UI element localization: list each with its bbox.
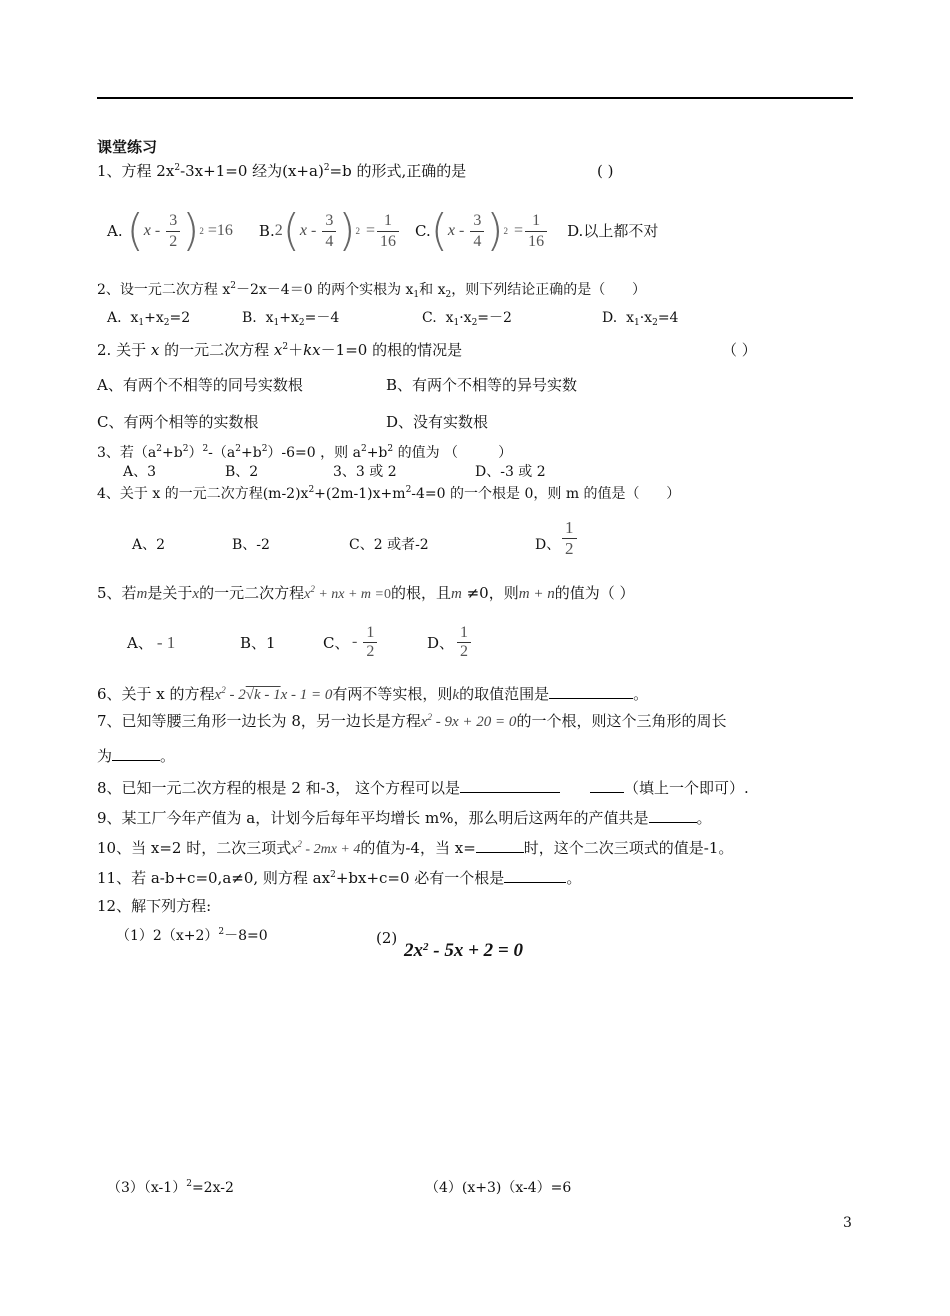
q2b-option-a: A、有两个不相等的同号实数根: [97, 376, 303, 394]
q10-stem: 10、当 x=2 时，二次三项式$x^2 - 2mx + 4$的值为-4，当 x= 时，这个二次三项式的值是-1。: [97, 839, 734, 857]
q12-part3: $(3)(x-1)^2=2x-2$: [107, 1179, 234, 1196]
q2b-option-c: C、有两个相等的实数根: [97, 413, 259, 431]
q1-option-c-label: C.: [415, 222, 431, 240]
q4-option-a: A、2: [132, 537, 166, 553]
q1-option-a-label: A.: [107, 222, 123, 240]
q8-blank-2[interactable]: [590, 778, 624, 793]
q2-option-a: A. $x_1+x_2=2$: [107, 310, 191, 328]
header-rule: [97, 97, 853, 99]
q5-stem: 5、若m是关于x的一元二次方程$x^2$ + nx + m =0的根，且m ≠0，则m + n的值为（ ）: [97, 584, 635, 602]
q2-stem: 2、设一元二次方程 $x^2-2x-4=0$ 的两个实根为 $x_1$和 $x_2$，则下列结论正确的是（ ）: [97, 281, 646, 300]
q2b-option-b: B、有两个不相等的异号实数: [386, 376, 578, 394]
q4-option-c: C、2 或者-2: [349, 537, 429, 553]
q4-option-b: B、-2: [232, 537, 270, 553]
q8-stem: 8、已知一元二次方程的根是 2 和-3， 这个方程可以是 （填上一个即可）.: [97, 779, 749, 797]
q7-line2: 为 。: [97, 747, 176, 765]
q4-stem: 4、关于 x 的一元二次方程$(m-2)x^2+(2m-1)x+m^2-4=0$ 的一个根是 0，则 m 的值是（ ）: [97, 485, 681, 502]
q3-option-c: 3、3 或 2: [333, 464, 397, 480]
q5-option-b: B、1: [240, 634, 276, 652]
q12-part4: （4）(x+3)（x-4）=6: [425, 1180, 572, 1196]
q3-option-b: B、2: [225, 464, 259, 480]
q5-option-d-fraction: $\frac{1}{2}$: [455, 624, 473, 661]
q5-option-d: D、: [427, 634, 455, 652]
q7-stem: 7、已知等腰三角形一边长为 8，另一边长是方程$x^2 - 9x + 20 = 0$的一个根，则这个三角形的周长: [97, 712, 727, 730]
q9-stem: 9、某工厂今年产值为 a，计划今后每年平均增长 m%，那么明后这两年的产值共是 。: [97, 809, 712, 827]
q5-option-a: A、 - 1: [127, 633, 176, 652]
q3-stem: 3、若$(a^2+b^2)^2-(a^2+b^2)-6=0$ ，则 $a^2+b^2$ 的值为 （ ）: [97, 444, 513, 461]
q8-blank[interactable]: [460, 778, 560, 793]
q12-part2-label: (2): [376, 929, 398, 947]
q3-option-d: D、-3 或 2: [475, 464, 546, 480]
q4-option-d-fraction: $\frac{1}{2}$: [560, 518, 579, 559]
q6-blank[interactable]: [549, 684, 633, 699]
page-number: 3: [843, 1215, 852, 1231]
q2-option-b: B. $x_1+x_2=-4$: [242, 310, 340, 328]
q2-option-d: D. $x_1\cdot x_2=4$: [602, 310, 679, 328]
q1-options: A. ( x - $\frac{3}{2}$ ) 2 =16 B. 2 ( x - $\frac{3}{4}$ ) 2 = $\frac{1}{16}$ C. ( x - $\frac{3}{4}$ ) 2 = $\frac{1}{16}$ D.以上都不对: [107, 205, 659, 256]
q11-stem: 11、若 a-b+c=0,a≠0, 则方程 $ax^2+bx+c=0$ 必有一个根是 。: [97, 869, 582, 887]
q6-stem: 6、关于 x 的方程$x^2 - 2√k - 1x - 1 = 0$有两不等实根，则k的取值范围是 。: [97, 685, 649, 703]
q12-stem: 12、解下列方程:: [97, 897, 212, 915]
q10-blank[interactable]: [476, 838, 524, 853]
q11-blank[interactable]: [504, 868, 566, 883]
q9-blank[interactable]: [649, 808, 697, 823]
q1-stem: 1、方程 $2x^2-3x+1=0$ 经为$(x+a)^2=b$ 的形式,正确的是: [97, 162, 467, 180]
q2b-option-d: D、没有实数根: [386, 413, 489, 431]
q12-part1: $(1)2(x+2)^2-8=0$: [116, 927, 268, 944]
q5-option-c: C、: [323, 634, 350, 652]
q5-option-c-fraction: - $\frac{1}{2}$: [352, 624, 379, 661]
q1-bracket: ( ): [597, 162, 614, 180]
q1-option-d: D.以上都不对: [567, 222, 659, 240]
q1-option-b-label: B.: [258, 222, 275, 240]
q2-option-c: C. $x_1\cdot x_2=-2$: [422, 310, 512, 328]
q3-option-a: A、3: [123, 464, 157, 480]
q7-blank[interactable]: [112, 746, 160, 761]
q2b-stem: 2. 关于 x 的一元二次方程 $x^2+kx-1=0$ 的根的情况是: [97, 341, 463, 359]
section-title: 课堂练习: [97, 138, 158, 156]
q2b-bracket: （ ）: [722, 341, 757, 359]
q12-part2-equation: $2x^2 - 5x + 2 = 0$: [404, 940, 523, 961]
q4-option-d: D、: [535, 537, 561, 553]
